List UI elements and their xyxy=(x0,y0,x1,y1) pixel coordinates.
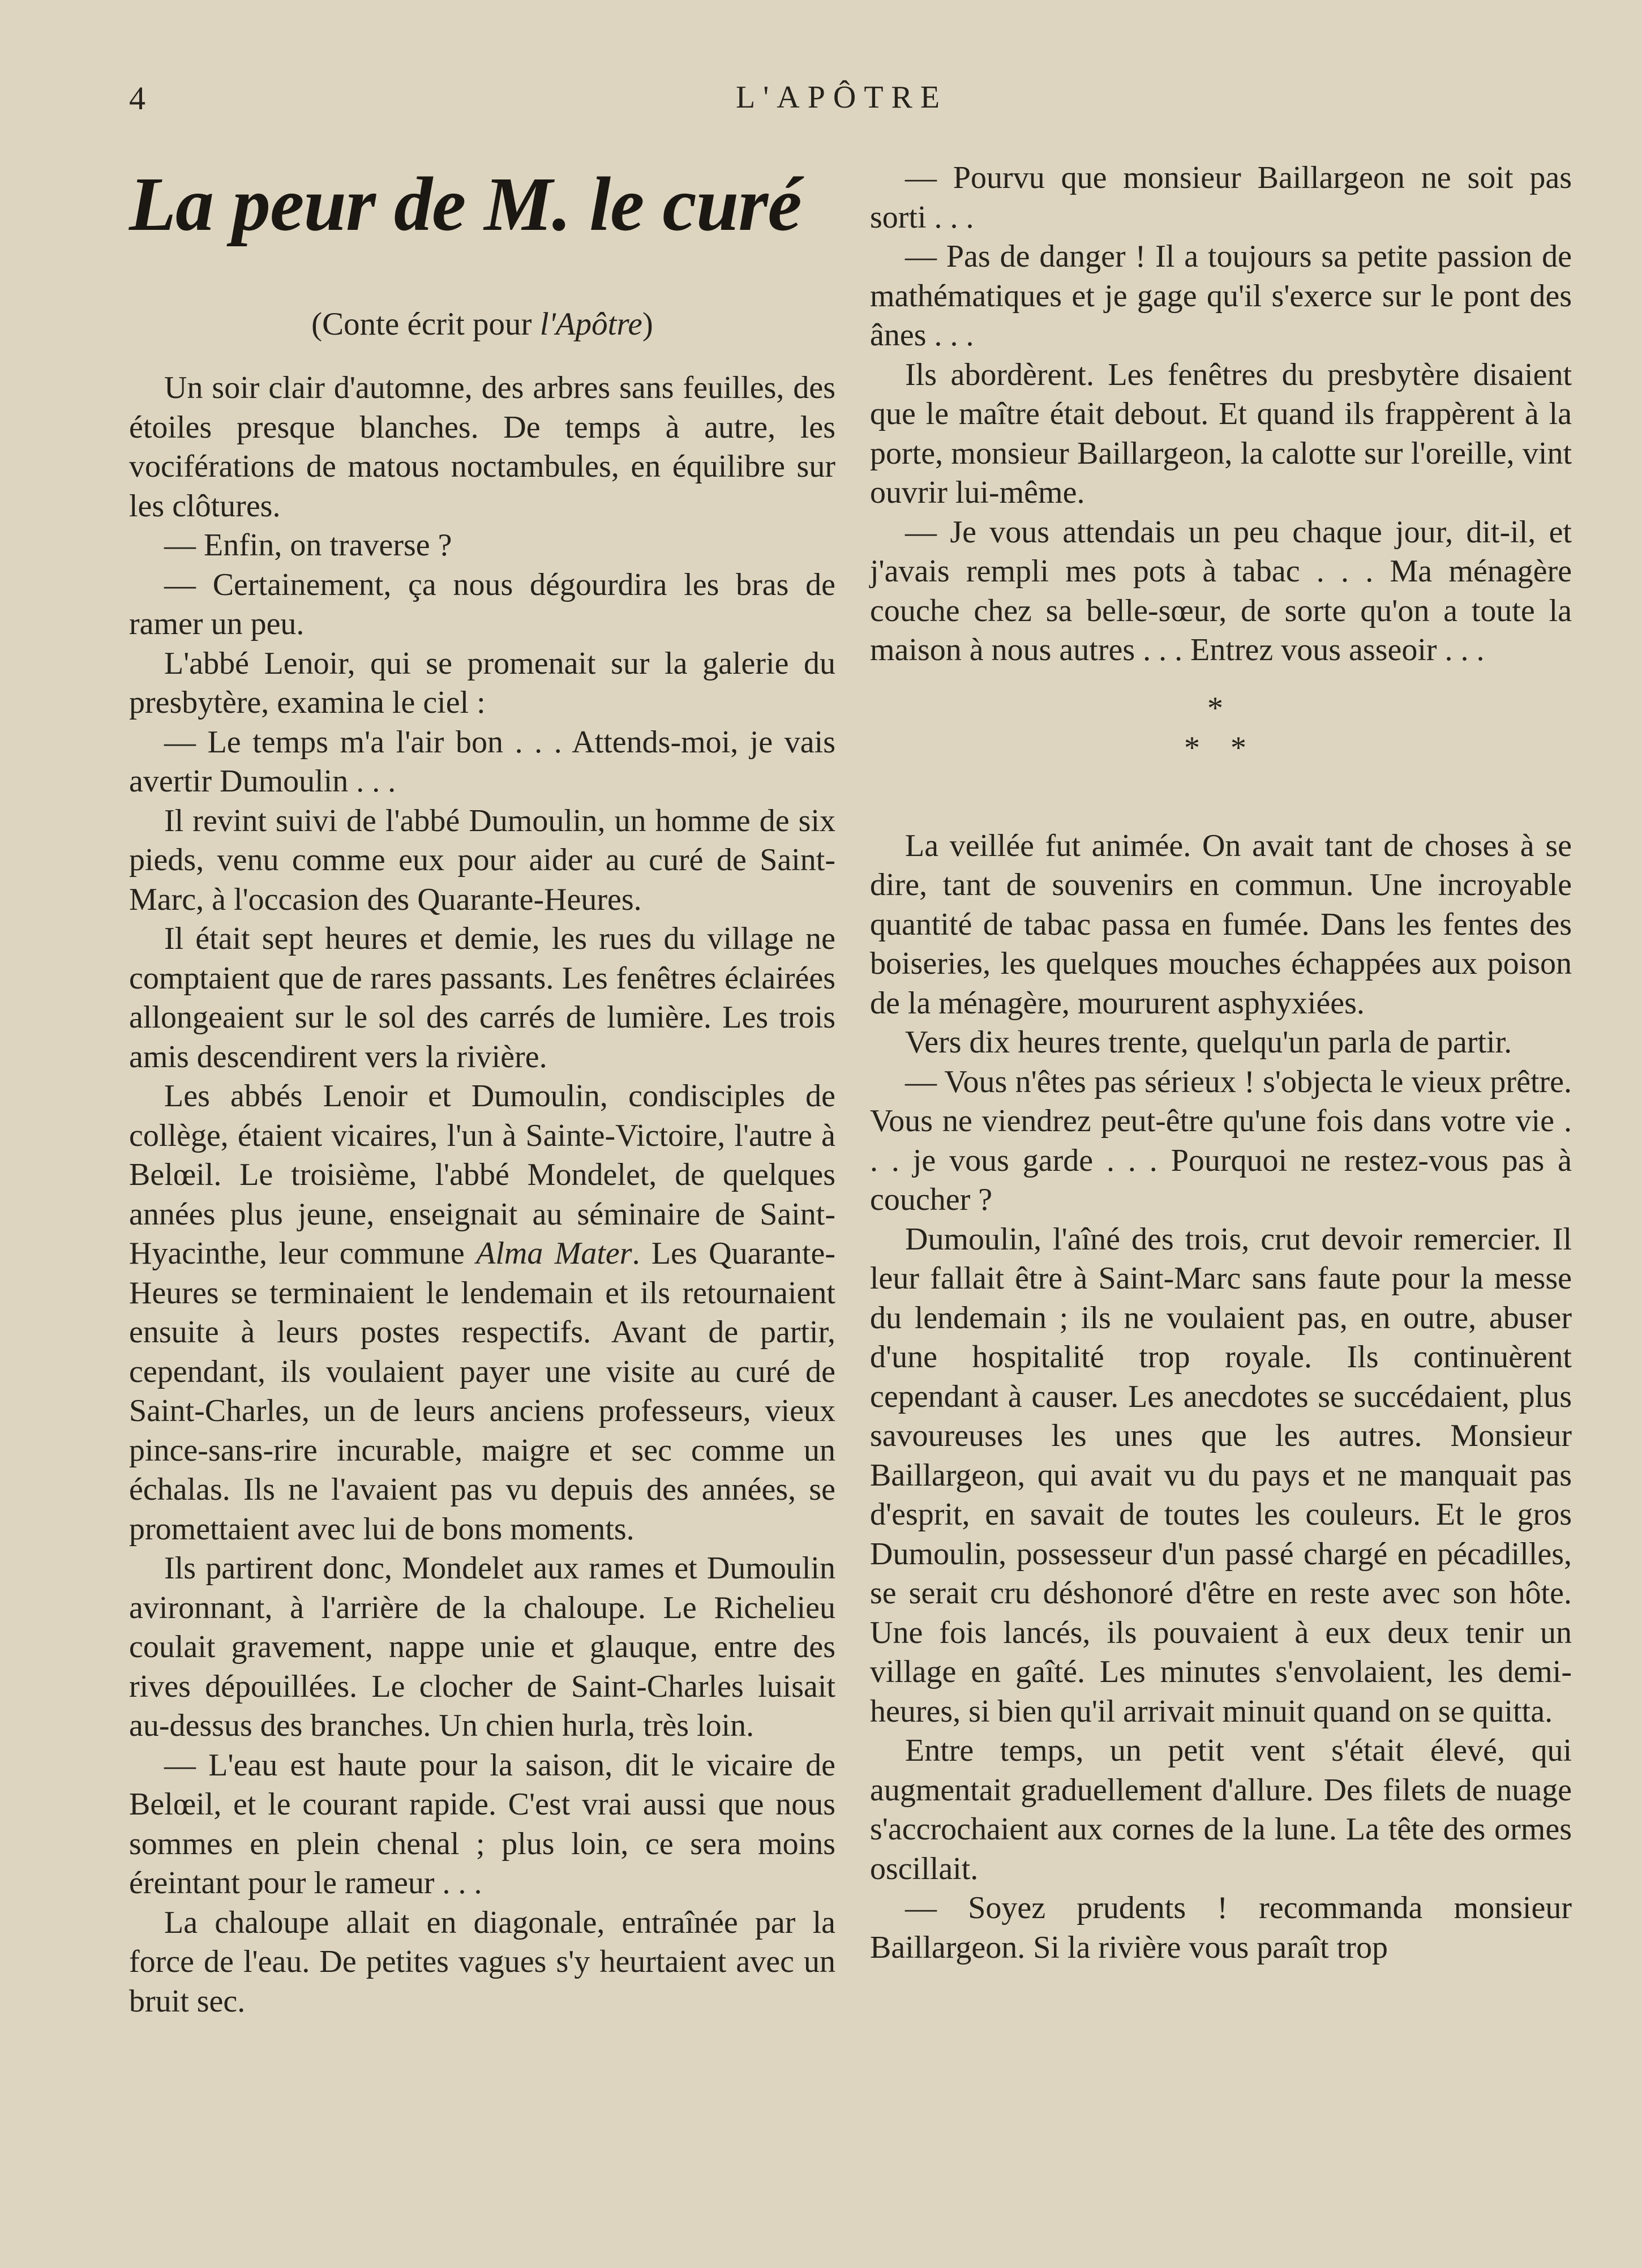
subtitle-prefix: (Conte écrit pour xyxy=(311,306,540,342)
separator-line: * xyxy=(1207,690,1234,726)
story-title: La peur de M. le curé xyxy=(129,162,801,247)
right-column xyxy=(870,159,1572,1967)
paragraph-text: . Les Quarante-Heures se terminaient le lendemain et ils retournaient ensuite à leurs postes respectifs. Avant de partir, cependant, ils voulaient payer une visite au curé de Saint-Charles, un de leurs anciens professeurs, vieux pince-sans-rire incurable, maigre et sec comme un échalas. Ils ne l'avaient pas vu depuis des années, se promettaient avec lui de bons moments. xyxy=(129,1236,836,1547)
paragraph: — Pas de danger ! Il a toujours sa petite passion de mathématiques et je gage qu'il s'exerce sur le pont des ânes . . . xyxy=(870,239,1572,353)
left-column xyxy=(129,159,835,2021)
story-subtitle xyxy=(129,305,835,344)
paragraph: — Je vous attendais un peu chaque jour, dit-il, et j'avais rempli mes pots à tabac . . . Ma ménagère couche chez sa belle-sœur, de sorte qu'on a toute la maison à nous autres . . . Entrez vous asseoir . . . xyxy=(870,514,1572,667)
paragraph: La chaloupe allait en diagonale, entraînée par la force de l'eau. De petites vagues s'y heurtaient avec un bruit sec. xyxy=(129,1905,835,2019)
paragraph-italic: Alma Mater xyxy=(476,1236,632,1272)
paragraph: — Soyez prudents ! recommanda monsieur Baillargeon. Si la rivière vous paraît trop xyxy=(870,1890,1572,1965)
paragraph: Dumoulin, l'aîné des trois, crut devoir remercier. Il leur fallait être à Saint-Marc sans faute pour la messe du lendemain ; ils ne voulaient pas, en outre, abuser d'une hospitalité trop royale. Ils continuèrent cependant à causer. Les anecdotes se succédaient, plus savoureuses les unes que les autres. Monsieur Baillargeon, qui avait vu du pays et ne manquait pas d'esprit, en savait de toutes les couleurs. Et le gros Dumoulin, possesseur d'un passé chargé en pécadilles, se serait cru déshonoré d'être en reste avec son hôte. Une fois lancés, ils pouvaient à eux deux tenir un village en gaîté. Les minutes s'envolaient, les demi-heures, si bien qu'il arrivait minuit quand on se quitta. xyxy=(870,1221,1572,1729)
running-head xyxy=(0,74,1642,125)
paragraph: Vers dix heures trente, quelqu'un parla de partir. xyxy=(905,1025,1512,1060)
subtitle-italic: l'Apôtre xyxy=(539,306,642,342)
paragraph-text: Les abbés Lenoir et Dumoulin, condisciples de collège, étaient vicaires, l'un à Sainte-Victoire, l'autre à Belœil. Le troisième, l'abbé Mondelet, de quelques années plus jeune, enseignait au séminaire de Saint-Hyacinthe, leur commune xyxy=(129,1079,835,1272)
paragraph: Il revint suivi de l'abbé Dumoulin, un homme de six pieds, venu comme eux pour aider au curé de Saint-Marc, à l'occasion des Quarante-Heures. xyxy=(129,803,835,917)
journal-title: L'APÔTRE xyxy=(736,80,948,115)
separator-line: * * xyxy=(1184,730,1258,765)
paragraph: La veillée fut animée. On avait tant de choses à se dire, tant de souvenirs en commun. Une incroyable quantité de tabac passa en fumée. Dans les fentes des boiseries, les quelques mouches échappées aux poison de la ménagère, moururent asphyxiées. xyxy=(870,828,1572,1021)
page-number: 4 xyxy=(129,80,145,117)
paragraph xyxy=(129,1077,835,1549)
paragraph: L'abbé Lenoir, qui se promenait sur la galerie du presbytère, examina le ciel : xyxy=(129,645,835,721)
paragraph: — L'eau est haute pour la saison, dit le vicaire de Belœil, et le courant rapide. C'est vrai aussi que nous sommes en plein chenal ; plus loin, ce sera moins éreintant pour le rameur . . . xyxy=(129,1747,835,1901)
paragraph: Un soir clair d'automne, des arbres sans feuilles, des étoiles presque blanches. De temps à autre, les vociférations de matous noctambules, en équilibre sur les clôtures. xyxy=(129,370,835,524)
paragraph: Ils abordèrent. Les fenêtres du presbytère disaient que le maître était debout. Et quand ils frappèrent à la porte, monsieur Baillargeon, la calotte sur l'oreille, vint ouvrir lui-même. xyxy=(870,357,1572,510)
paragraph: Entre temps, un petit vent s'était élevé, qui augmentait graduellement d'allure. Des filets de nuage s'accrochaient aux cornes de la lune. La tête des ormes oscillait. xyxy=(870,1733,1572,1886)
subtitle-suffix: ) xyxy=(642,306,653,342)
paragraph: Il était sept heures et demie, les rues du village ne comptaient que de rares passants. Les fenêtres éclairées allongeaient sur le sol des carrés de lumière. Les trois amis descendirent vers la rivière. xyxy=(129,921,835,1075)
paragraph: — Pourvu que monsieur Baillargeon ne soit pas sorti . . . xyxy=(870,160,1572,235)
paragraph: — Certainement, ça nous dégourdira les bras de ramer un peu. xyxy=(129,567,835,642)
paragraph: Ils partirent donc, Mondelet aux rames et Dumoulin avironnant, à l'arrière de la chaloupe. Le Richelieu coulait gravement, nappe unie et glauque, entre des rives dépouillées. Le clocher de Saint-Charles luisait au-dessus des branches. Un chien hurla, très loin. xyxy=(129,1551,835,1744)
section-separator xyxy=(870,688,1572,768)
paragraph: — Vous n'êtes pas sérieux ! s'objecta le vieux prêtre. Vous ne viendrez peut-être qu'une fois dans votre vie . . . je vous garde . . . Pourquoi ne restez-vous pas à coucher ? xyxy=(870,1064,1572,1217)
paragraph: — Enfin, on traverse ? xyxy=(164,528,452,563)
paragraph: — Le temps m'a l'air bon . . . Attends-moi, je vais avertir Dumoulin . . . xyxy=(129,724,835,799)
